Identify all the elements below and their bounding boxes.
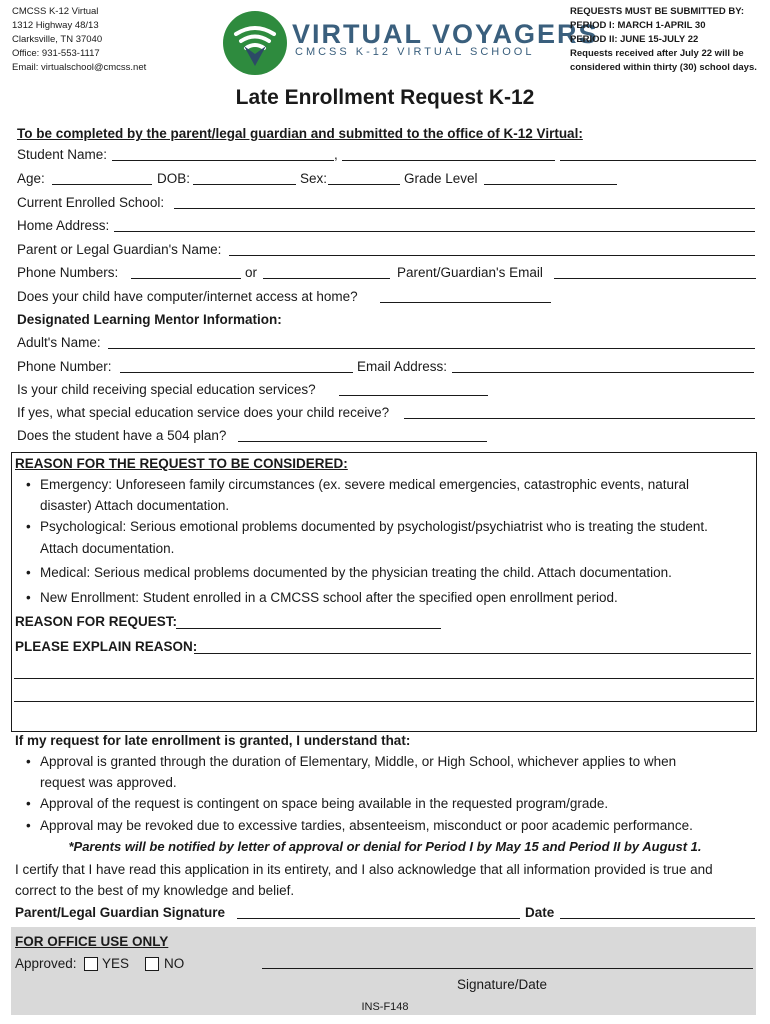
logo-emblem-icon	[222, 10, 288, 76]
approved-yes-checkbox[interactable]	[84, 957, 98, 971]
logo-subtitle: CMCSS K-12 VIRTUAL SCHOOL	[295, 46, 535, 58]
office-signature-date-label: Signature/Date	[457, 977, 548, 992]
guardian-signature-field[interactable]	[237, 918, 520, 919]
name-separator: ,	[334, 147, 338, 162]
guardian-signature-label: Parent/Legal Guardian Signature	[15, 905, 226, 920]
phone-or-label: or	[245, 265, 258, 280]
reason-for-request-field[interactable]	[176, 628, 441, 629]
grade-level-field[interactable]	[484, 184, 617, 185]
office-signature-field[interactable]	[262, 968, 753, 969]
explain-reason-label: PLEASE EXPLAIN REASON:	[15, 639, 198, 654]
certify-text: I certify that I have read this application in its entirety, and I also acknowledge that all information provided is true and	[15, 862, 713, 877]
sped-service-field[interactable]	[404, 418, 755, 419]
term-duration-cont: request was approved.	[40, 775, 177, 790]
reason-psychological: Psychological: Serious emotional problems documented by psychologist/psychiatrist who is treating the student.	[40, 519, 708, 534]
adult-name-label: Adult's Name:	[17, 335, 101, 350]
explain-reason-field[interactable]	[194, 653, 751, 654]
student-last-name-field[interactable]	[112, 160, 334, 161]
sped-label: Is your child receiving special education services?	[17, 382, 316, 397]
reason-medical: Medical: Serious medical problems documented by the physician treating the child. Attach documentation.	[40, 565, 672, 580]
age-label: Age:	[17, 171, 45, 186]
term-space: Approval of the request is contingent on space being available in the requested program/grade.	[40, 796, 609, 811]
deadline-note-1: Requests received after July 22 will be	[570, 48, 744, 59]
current-school-field[interactable]	[174, 208, 755, 209]
reason-psychological-cont: Attach documentation.	[40, 541, 175, 556]
school-phone: Office: 931-553-1117	[12, 48, 100, 59]
bullet-icon: •	[26, 754, 31, 769]
form-instruction: To be completed by the parent/legal guardian and submitted to the office of K-12 Virtual:	[17, 126, 583, 141]
school-contact-block	[12, 5, 146, 75]
bullet-icon: •	[26, 565, 31, 580]
sped-field[interactable]	[339, 395, 488, 396]
reason-emergency-cont: disaster) Attach documentation.	[40, 498, 230, 513]
deadline-period-2: PERIOD II: JUNE 15-JULY 22	[570, 34, 699, 45]
term-duration: Approval is granted through the duration of Elementary, Middle, or High School, whichever applies to when	[40, 754, 677, 769]
guardian-name-label: Parent or Legal Guardian's Name:	[17, 242, 222, 257]
plan-504-label: Does the student have a 504 plan?	[17, 428, 227, 443]
notification-notice: *Parents will be notified by letter of approval or denial for Period I by May 15 and Period II by August 1.	[68, 839, 702, 854]
signature-date-label: Date	[525, 905, 555, 920]
logo-title: VIRTUAL VOYAGERS	[292, 19, 599, 49]
reason-new-enrollment: New Enrollment: Student enrolled in a CMCSS school after the specified open enrollment period.	[40, 590, 618, 605]
phone-numbers-label: Phone Numbers:	[17, 265, 119, 280]
phone-number-2-field[interactable]	[263, 278, 390, 279]
guardian-email-label: Parent/Guardian's Email	[397, 265, 543, 280]
sex-field[interactable]	[328, 184, 400, 185]
school-city: Clarksville, TN 37040	[12, 34, 103, 45]
school-email: Email: virtualschool@cmcss.net	[12, 62, 147, 73]
signature-date-field[interactable]	[560, 918, 755, 919]
plan-504-field[interactable]	[238, 441, 487, 442]
adult-name-field[interactable]	[108, 348, 755, 349]
deadline-period-1: PERIOD I: MARCH 1-APRIL 30	[570, 20, 706, 31]
student-name-label: Student Name:	[17, 147, 108, 162]
student-middle-name-field[interactable]	[560, 160, 756, 161]
term-revoke: Approval may be revoked due to excessive tardies, absenteeism, misconduct or poor academic performance.	[40, 818, 693, 833]
internet-access-field[interactable]	[380, 302, 551, 303]
bullet-icon: •	[26, 796, 31, 811]
reason-emergency: Emergency: Unforeseen family circumstances (ex. severe medical emergencies, catastrophic events, natural	[40, 477, 690, 492]
school-name: CMCSS K-12 Virtual	[12, 6, 99, 17]
mentor-heading: Designated Learning Mentor Information:	[17, 312, 282, 327]
approved-no-checkbox[interactable]	[145, 957, 159, 971]
reason-heading: REASON FOR THE REQUEST TO BE CONSIDERED:	[15, 456, 348, 471]
home-address-field[interactable]	[114, 231, 755, 232]
office-use-heading: FOR OFFICE USE ONLY	[15, 934, 169, 949]
mentor-phone-label: Phone Number:	[17, 359, 112, 374]
submission-deadlines	[570, 5, 757, 75]
bullet-icon: •	[26, 477, 31, 492]
internet-access-label: Does your child have computer/internet access at home?	[17, 289, 358, 304]
phone-number-1-field[interactable]	[131, 278, 241, 279]
guardian-email-field[interactable]	[554, 278, 756, 279]
page-title: Late Enrollment Request K-12	[235, 86, 535, 109]
mentor-email-label: Email Address:	[357, 359, 448, 374]
certify-text-cont: correct to the best of my knowledge and belief.	[15, 883, 295, 898]
approved-no-label: NO	[164, 956, 185, 971]
sped-service-label: If yes, what special education service does your child receive?	[17, 405, 390, 420]
mentor-email-field[interactable]	[452, 372, 754, 373]
bullet-icon: •	[26, 590, 31, 605]
student-first-name-field[interactable]	[342, 160, 555, 161]
bullet-icon: •	[26, 519, 31, 534]
dob-field[interactable]	[193, 184, 296, 185]
logo	[222, 10, 288, 76]
explain-reason-line-3[interactable]	[14, 701, 754, 702]
age-field[interactable]	[52, 184, 152, 185]
bullet-icon: •	[26, 818, 31, 833]
form-code: INS-F148	[361, 1001, 409, 1013]
grade-level-label: Grade Level	[404, 171, 478, 186]
explain-reason-line-2[interactable]	[14, 678, 754, 679]
mentor-phone-field[interactable]	[120, 372, 353, 373]
school-street: 1312 Highway 48/13	[12, 20, 99, 31]
deadline-note-2: considered within thirty (30) school days.	[570, 62, 757, 73]
home-address-label: Home Address:	[17, 218, 110, 233]
sex-label: Sex:	[300, 171, 328, 186]
dob-label: DOB:	[157, 171, 191, 186]
terms-heading: If my request for late enrollment is granted, I understand that:	[15, 733, 411, 748]
reason-for-request-label: REASON FOR REQUEST:	[15, 614, 178, 629]
guardian-name-field[interactable]	[229, 255, 755, 256]
approved-label: Approved:	[15, 956, 77, 971]
current-school-label: Current Enrolled School:	[17, 195, 165, 210]
deadline-heading: REQUESTS MUST BE SUBMITTED BY:	[570, 6, 744, 17]
approved-yes-label: YES	[102, 956, 130, 971]
